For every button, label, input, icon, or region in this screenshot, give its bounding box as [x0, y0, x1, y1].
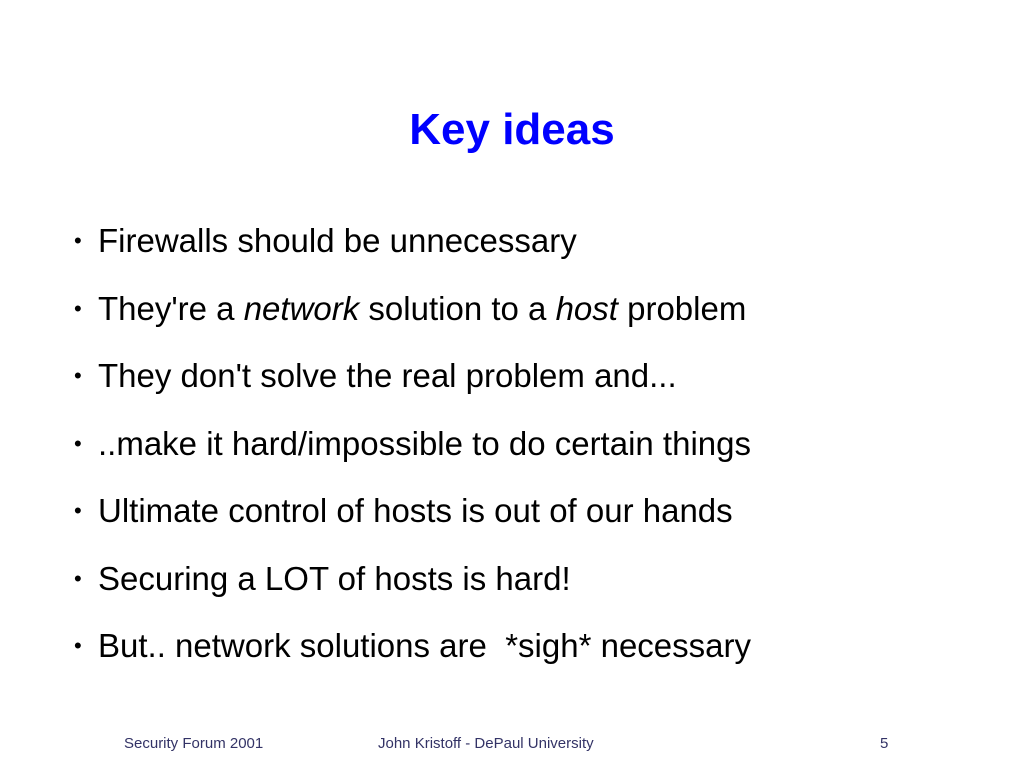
bullet-item	[74, 621, 974, 689]
bullet-segment: problem	[617, 289, 747, 327]
bullet-text	[98, 492, 733, 529]
footer-page-number: 5	[880, 735, 889, 752]
bullet-marker: •	[74, 633, 82, 658]
bullet-text	[98, 290, 746, 327]
bullet-segment: Firewalls should be unnecessary	[98, 222, 577, 259]
bullet-text	[98, 425, 751, 462]
bullet-marker: •	[74, 295, 82, 321]
bullet-item	[74, 486, 974, 554]
bullet-marker: •	[74, 498, 82, 523]
bullet-emphasis: network	[243, 289, 360, 327]
bullet-item	[74, 284, 974, 352]
bullet-marker: •	[74, 228, 82, 253]
footer-author: John Kristoff - DePaul University	[378, 735, 594, 752]
bullet-emphasis: host	[555, 289, 618, 327]
bullet-marker: •	[74, 363, 82, 388]
bullet-text	[98, 357, 677, 394]
bullet-list	[74, 216, 974, 689]
bullet-marker: •	[74, 565, 82, 591]
bullet-segment: solution to a	[359, 289, 556, 327]
bullet-segment: Ultimate control of hosts is out of our hands	[98, 492, 733, 529]
footer-event-name: Security Forum 2001	[124, 735, 264, 752]
bullet-text	[98, 560, 571, 597]
bullet-segment: They don't solve the real problem and...	[98, 357, 677, 394]
bullet-segment: They're a	[98, 289, 244, 327]
bullet-item	[74, 351, 974, 419]
bullet-item	[74, 216, 974, 284]
bullet-segment: Securing a LOT of hosts is hard!	[98, 559, 571, 597]
bullet-segment: But.. network solutions are *sigh* necessary	[98, 627, 751, 664]
slide-title: Key ideas	[409, 105, 615, 154]
bullet-item	[74, 554, 974, 622]
bullet-segment: ..make it hard/impossible to do certain things	[98, 424, 751, 462]
slide-footer	[0, 732, 1024, 756]
bullet-item	[74, 419, 974, 487]
bullet-marker: •	[74, 430, 82, 456]
bullet-text	[98, 222, 577, 259]
bullet-text	[98, 627, 751, 664]
